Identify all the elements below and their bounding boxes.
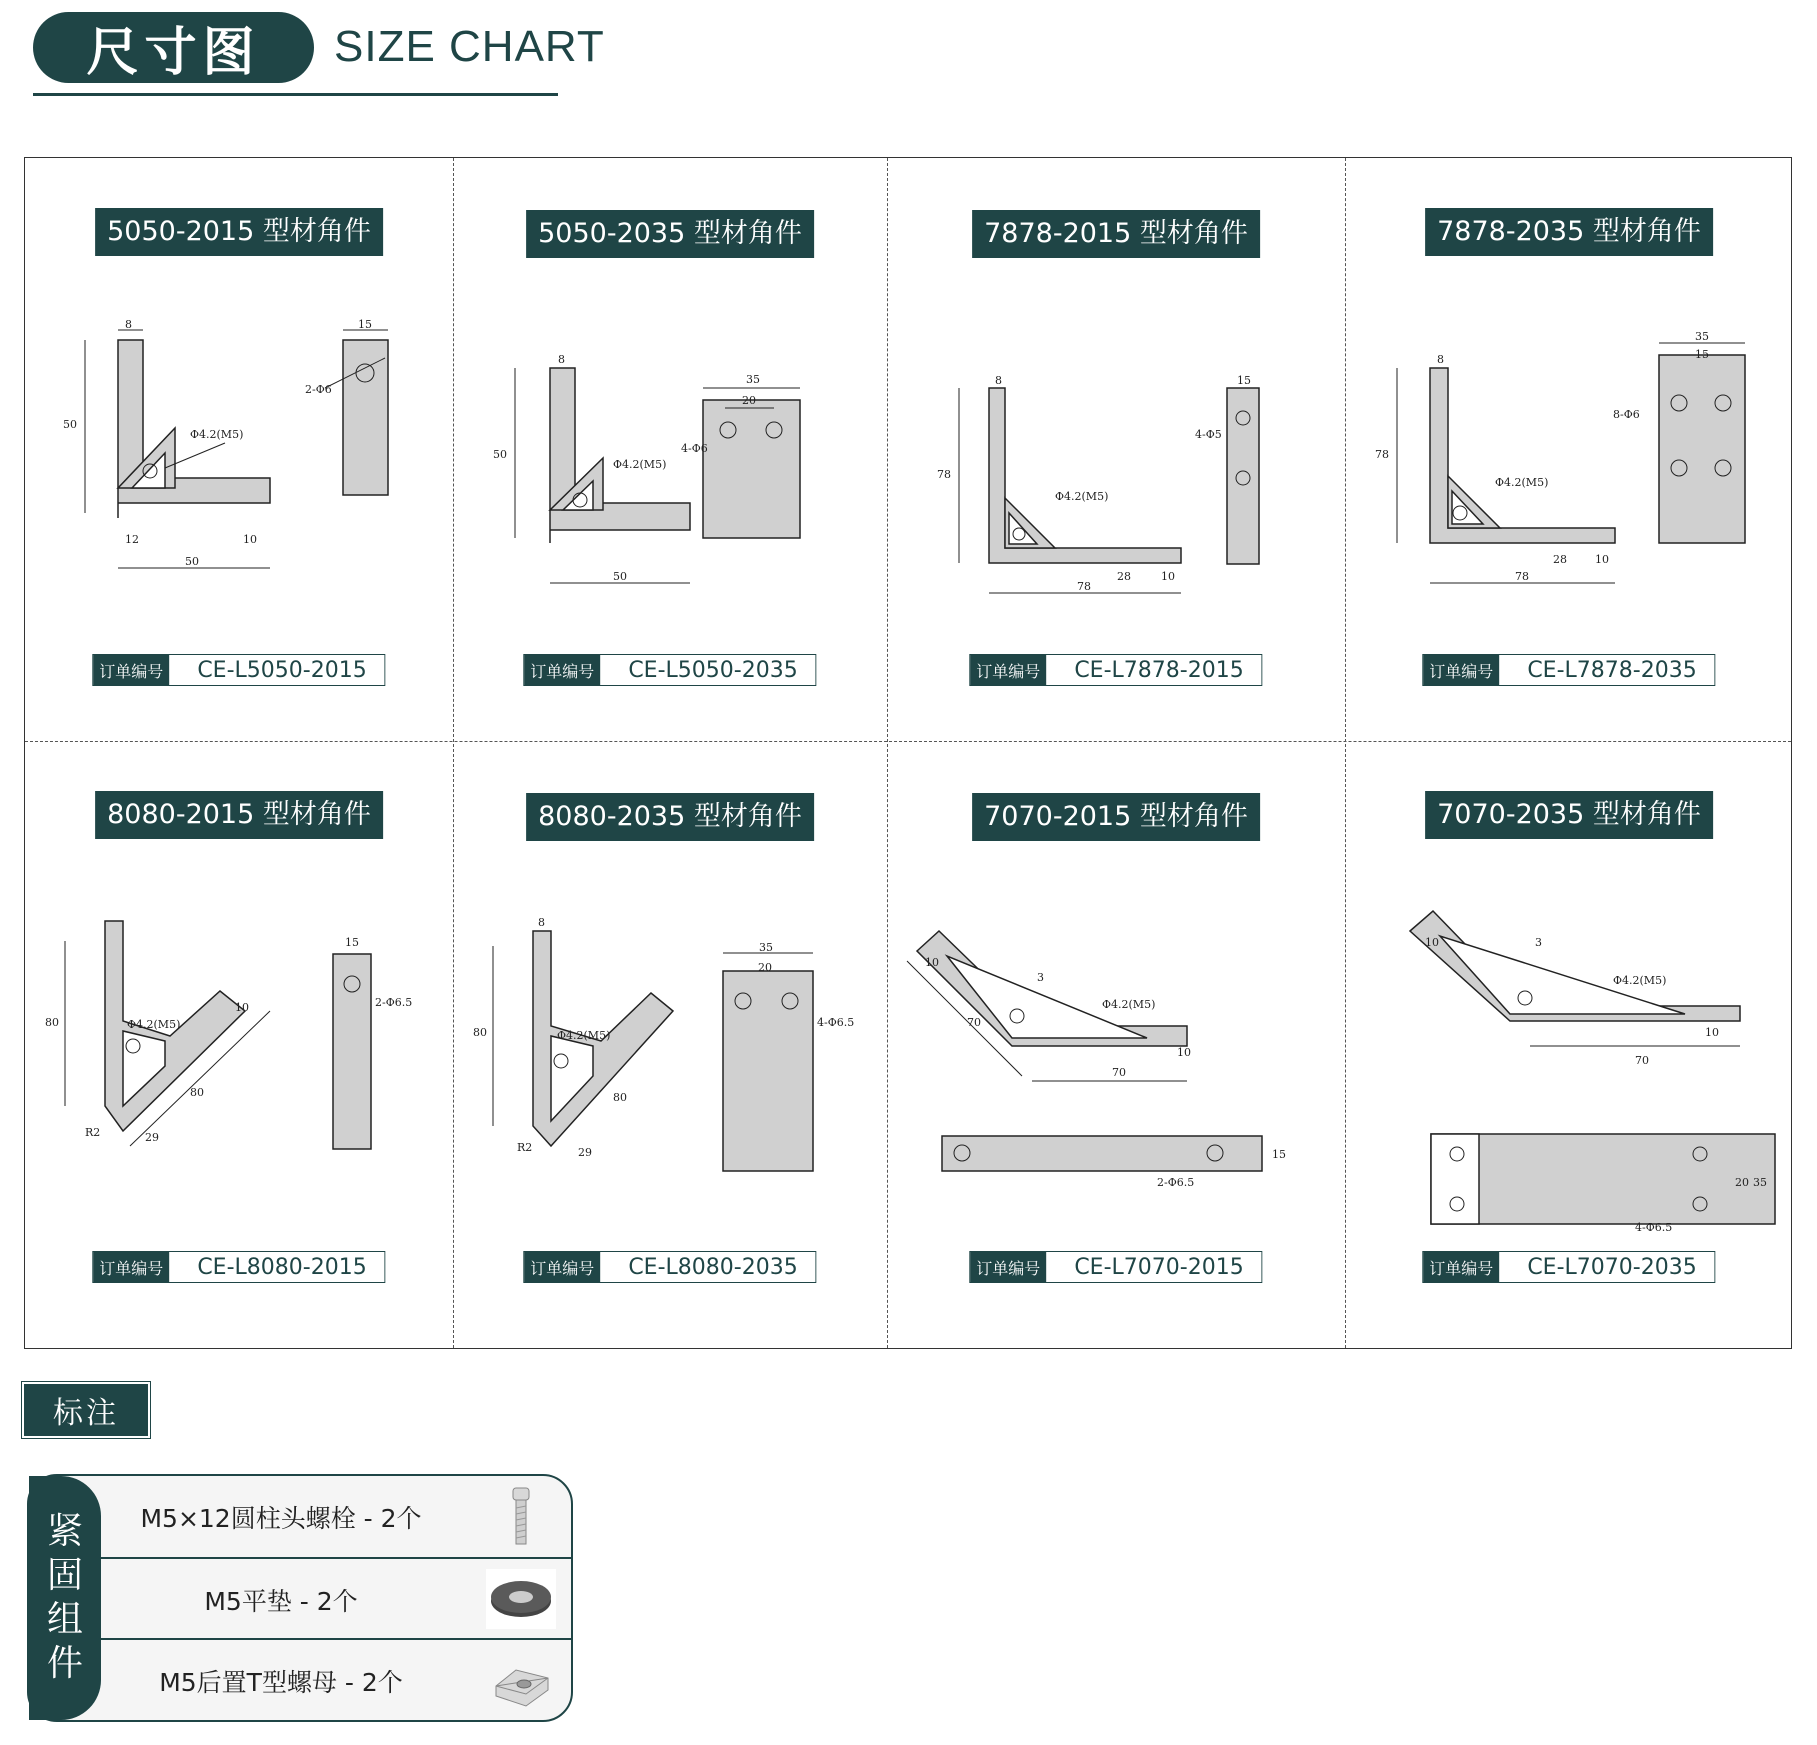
svg-text:78: 78 [1515,570,1529,583]
order-number-label: 订单编号 [524,655,600,685]
svg-text:15: 15 [358,318,372,331]
order-number-label: 订单编号 [93,1252,169,1282]
order-number-label: 订单编号 [1423,1252,1499,1282]
svg-text:Φ4.2(M5): Φ4.2(M5) [127,1018,181,1031]
order-code: CE-L7878-2035 [1499,655,1714,685]
dimension-drawing [1345,328,1793,668]
svg-text:4-Φ5: 4-Φ5 [1195,428,1222,441]
order-code: CE-L8080-2035 [600,1252,815,1282]
svg-text:Φ4.2(M5): Φ4.2(M5) [1055,490,1109,503]
svg-text:3: 3 [1037,971,1044,984]
product-title: 5050-2015 型材角件 [95,208,383,256]
order-code: CE-L8080-2015 [169,1252,384,1282]
dimension-drawing [453,911,887,1211]
dimension-drawing [887,348,1345,668]
size-chart-title-cn: 尺寸图 [33,12,314,83]
order-code: CE-L5050-2035 [600,655,815,685]
order-number [92,1251,385,1283]
product-cell [887,158,1345,741]
svg-text:10: 10 [1705,1026,1719,1039]
order-number [1422,1251,1715,1283]
product-cell [1345,741,1793,1348]
header-underline [33,93,558,96]
svg-text:15: 15 [1695,348,1709,361]
svg-text:78: 78 [937,468,951,481]
svg-text:29: 29 [578,1146,592,1159]
svg-text:50: 50 [493,448,507,461]
svg-text:Φ4.2(M5): Φ4.2(M5) [190,428,244,441]
svg-text:15: 15 [1237,374,1251,387]
svg-text:20: 20 [758,961,772,974]
svg-text:8-Φ6: 8-Φ6 [1613,408,1640,421]
svg-text:8: 8 [1437,353,1444,366]
order-code: CE-L7070-2035 [1499,1252,1714,1282]
fastener-kit-label-char: 紧 [46,1511,83,1552]
svg-text:10: 10 [235,1001,249,1014]
fastener-kit-label-char: 件 [46,1643,83,1684]
kit-item-bolt [101,1476,571,1557]
product-cell [25,158,453,741]
product-title: 7878-2015 型材角件 [972,210,1260,258]
product-title: 8080-2035 型材角件 [526,793,814,841]
notes-title: 标注 [24,1384,148,1436]
dimension-drawing [453,348,887,668]
svg-text:80: 80 [613,1091,627,1104]
svg-text:Φ4.2(M5): Φ4.2(M5) [1102,998,1156,1011]
svg-text:R2: R2 [85,1126,101,1139]
svg-text:R2: R2 [517,1141,533,1154]
svg-text:Φ4.2(M5): Φ4.2(M5) [613,458,667,471]
product-cell [453,158,887,741]
svg-text:50: 50 [185,555,199,568]
order-code: CE-L7878-2015 [1046,655,1261,685]
t-nut-icon [486,1648,556,1712]
size-chart-title-en: SIZE CHART [334,22,605,71]
product-title: 7878-2035 型材角件 [1425,208,1713,256]
product-title: 7070-2015 型材角件 [972,793,1260,841]
svg-text:50: 50 [613,570,627,583]
svg-text:8: 8 [125,318,132,331]
order-number-label: 订单编号 [93,655,169,685]
svg-text:35: 35 [1753,1176,1767,1189]
svg-text:78: 78 [1077,580,1091,593]
kit-item-label: M5后置T型螺母 - 2个 [159,1667,403,1697]
svg-text:4-Φ6: 4-Φ6 [681,442,708,455]
svg-text:Φ4.2(M5): Φ4.2(M5) [1495,476,1549,489]
fastener-kit-label [29,1476,101,1720]
svg-text:4-Φ6.5: 4-Φ6.5 [1635,1221,1673,1234]
svg-text:12: 12 [125,533,139,546]
dimension-drawing [1345,886,1793,1234]
svg-text:70: 70 [967,1016,981,1029]
svg-text:2-Φ6: 2-Φ6 [305,383,332,396]
svg-text:28: 28 [1553,553,1567,566]
svg-text:10: 10 [243,533,257,546]
svg-text:8: 8 [995,374,1002,387]
order-number [523,654,816,686]
order-number-label: 订单编号 [524,1252,600,1282]
svg-text:15: 15 [1272,1148,1286,1161]
svg-text:80: 80 [45,1016,59,1029]
product-cell [453,741,887,1348]
svg-text:Φ4.2(M5): Φ4.2(M5) [557,1029,611,1042]
svg-text:20: 20 [1735,1176,1749,1189]
product-cell [25,741,453,1348]
washer-icon [486,1567,556,1631]
order-number-label: 订单编号 [970,1252,1046,1282]
kit-item-label: M5×12圆柱头螺栓 - 2个 [140,1503,422,1533]
fastener-kit-label-char: 固 [46,1555,83,1596]
svg-text:10: 10 [925,956,939,969]
svg-text:29: 29 [145,1131,159,1144]
order-number-label: 订单编号 [970,655,1046,685]
order-number [969,654,1262,686]
svg-text:35: 35 [759,941,773,954]
svg-text:80: 80 [190,1086,204,1099]
svg-text:2-Φ6.5: 2-Φ6.5 [375,996,413,1009]
svg-text:78: 78 [1375,448,1389,461]
kit-item-label: M5平垫 - 2个 [204,1586,358,1616]
svg-text:35: 35 [746,373,760,386]
svg-text:8: 8 [538,916,545,929]
order-number [969,1251,1262,1283]
svg-text:10: 10 [1425,936,1439,949]
product-title: 5050-2035 型材角件 [526,210,814,258]
svg-text:80: 80 [473,1026,487,1039]
svg-text:10: 10 [1595,553,1609,566]
order-code: CE-L5050-2015 [169,655,384,685]
product-cell [887,741,1345,1348]
dimension-drawing [25,318,453,668]
svg-text:70: 70 [1112,1066,1126,1079]
product-title: 8080-2015 型材角件 [95,791,383,839]
svg-text:2-Φ6.5: 2-Φ6.5 [1157,1176,1195,1189]
svg-text:8: 8 [558,353,565,366]
svg-text:10: 10 [1161,570,1175,583]
dimension-drawing [887,906,1345,1206]
size-chart-grid [24,157,1792,1349]
order-number-label: 订单编号 [1423,655,1499,685]
svg-text:Φ4.2(M5): Φ4.2(M5) [1613,974,1667,987]
order-number [523,1251,816,1283]
order-code: CE-L7070-2015 [1046,1252,1261,1282]
kit-item-washer [101,1557,571,1640]
svg-text:3: 3 [1535,936,1542,949]
svg-text:4-Φ6.5: 4-Φ6.5 [817,1016,855,1029]
bolt-icon [486,1484,556,1548]
svg-text:15: 15 [345,936,359,949]
fastener-kit-label-char: 组 [46,1599,83,1640]
svg-text:70: 70 [1635,1054,1649,1067]
product-title: 7070-2035 型材角件 [1425,791,1713,839]
kit-item-t-nut [101,1638,571,1721]
svg-text:28: 28 [1117,570,1131,583]
dimension-drawing [25,906,453,1206]
svg-text:10: 10 [1177,1046,1191,1059]
order-number [1422,654,1715,686]
product-cell [1345,158,1793,741]
fastener-kit-panel [27,1474,573,1722]
svg-text:20: 20 [742,394,756,407]
svg-text:35: 35 [1695,330,1709,343]
order-number [92,654,385,686]
svg-text:50: 50 [63,418,77,431]
